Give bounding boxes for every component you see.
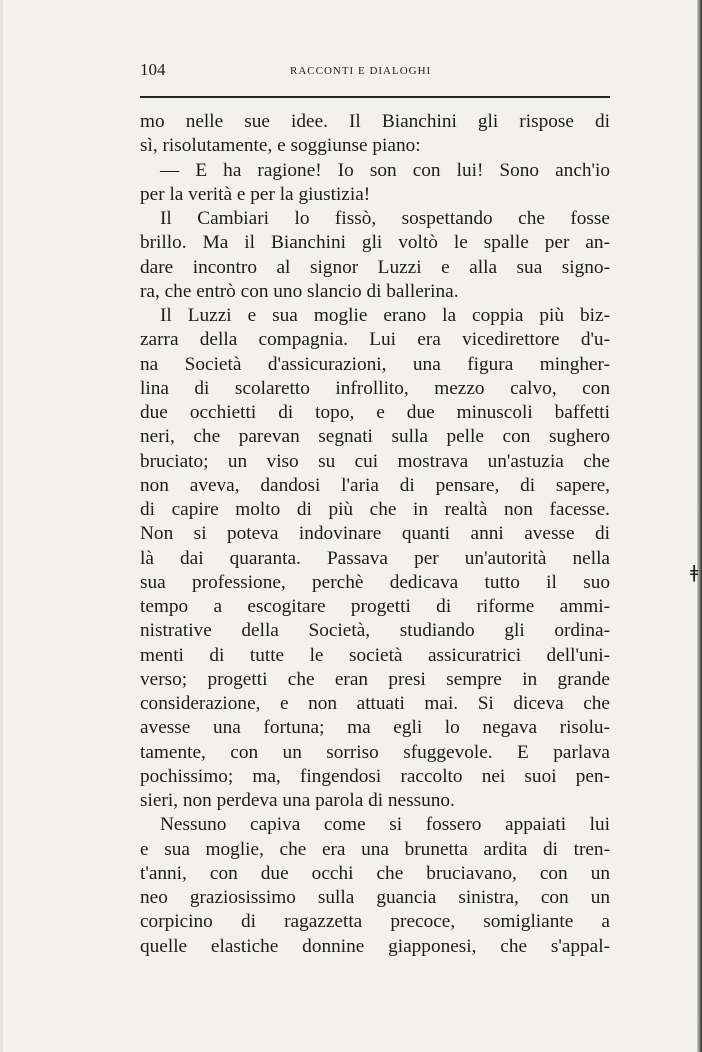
text-line: sì, risolutamente, e soggiunse piano:: [140, 135, 421, 157]
text-line: Nessuno capiva come si fossero appaiati lui: [160, 814, 610, 836]
running-head: RACCONTI E DIALOGHI: [290, 65, 432, 77]
text-line: Il Luzzi e sua moglie erano la coppia più biz-: [160, 305, 610, 326]
body-text: [140, 110, 610, 959]
text-line: ra, che entrò con uno slancio di ballerina.: [140, 280, 459, 302]
text-line: là dai quaranta. Passava per un'autorità nella: [140, 547, 610, 569]
text-line: pochissimo; ma, fingendosi raccolto nei suoi pen-: [140, 765, 610, 787]
text-line: dare incontro al signor Luzzi e alla sua signo-: [140, 256, 610, 278]
page-number: 104: [140, 60, 166, 79]
text-line: quelle elastiche donnine giapponesi, che s'appal-: [140, 935, 610, 957]
page-right-edge: [697, 0, 702, 1052]
text-line: neo graziosissimo sulla guancia sinistra, con un: [140, 887, 610, 908]
text-line: tamente, con un sorriso sfuggevole. E parlava: [140, 741, 610, 763]
text-line: mo nelle sue idee. Il Bianchini gli rispose di: [140, 111, 610, 132]
text-line: tempo a escogitare progetti di riforme ammi-: [140, 596, 610, 617]
text-line: na Società d'assicurazioni, una figura mingher-: [140, 353, 610, 375]
text-line: sua professione, perchè dedicava tutto il suo: [140, 571, 610, 593]
text-line: non aveva, dandosi l'aria di pensare, di sapere,: [140, 474, 610, 496]
text-line: t'anni, con due occhi che bruciavano, con un: [140, 862, 610, 884]
text-line: Il Cambiari lo fissò, sospettando che fosse: [160, 208, 610, 229]
text-line: brillo. Ma il Bianchini gli voltò le spalle per an-: [140, 232, 610, 254]
text-line: zarra della compagnia. Lui era vicedirettore d'u-: [140, 329, 610, 351]
text-line: per la verità e per la giustizia!: [140, 183, 371, 205]
text-line: — E ha ragione! Io son con lui! Sono anch'io: [160, 159, 610, 181]
text-line: due occhietti di topo, e due minuscoli baffetti: [140, 402, 610, 423]
text-line: neri, che parevan segnati sulla pelle con sughero: [140, 426, 610, 448]
page-left-edge: [0, 0, 3, 1052]
text-line: sieri, non perdeva una parola di nessuno.: [140, 790, 455, 811]
text-line: e sua moglie, che era una brunetta ardita di tren-: [140, 838, 610, 860]
text-line: di capire molto di più che in realtà non facesse.: [140, 499, 610, 520]
text-line: avesse una fortuna; ma egli lo negava risolu-: [140, 717, 610, 739]
text-line: verso; progetti che eran presi sempre in grande: [140, 668, 610, 690]
header-rule: [140, 96, 610, 98]
page-header: [140, 60, 610, 84]
text-line: menti di tutte le società assicuratrici dell'uni-: [140, 644, 610, 666]
margin-mark: ǂ: [690, 562, 699, 583]
text-line: corpicino di ragazzetta precoce, somigliante a: [140, 911, 610, 933]
text-line: nistrative della Società, studiando gli ordina-: [140, 620, 610, 642]
text-line: lina di scolaretto infrollito, mezzo calvo, con: [140, 377, 610, 399]
text-line: Non si poteva indovinare quanti anni avesse di: [140, 523, 610, 545]
text-line: considerazione, e non attuati mai. Si diceva che: [140, 693, 610, 714]
text-line: bruciato; un viso su cui mostrava un'astuzia che: [140, 450, 610, 472]
